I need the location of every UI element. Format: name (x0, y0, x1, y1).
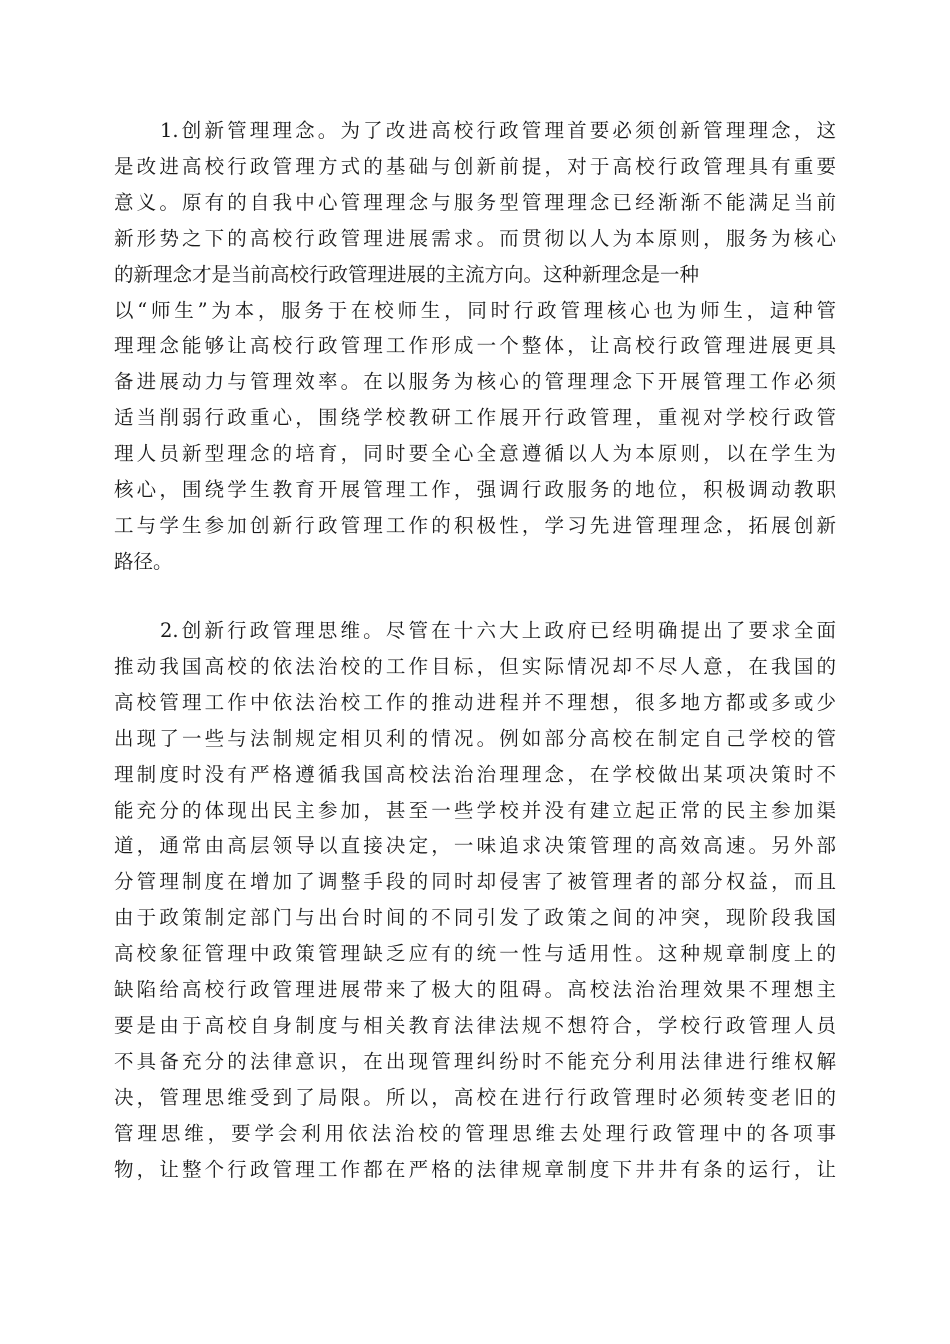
paragraph-line: 的新理念才是当前高校行政管理进展的主流方向。这种新理念是一种 (114, 262, 700, 286)
paragraph-management-concept (114, 113, 836, 580)
paragraph-line: 以“师生”为本，服务于在校师生，同时行政管理核心也为师生，這种管 (114, 298, 836, 322)
paragraph-line: 理人员新型理念的培育，同时要全心全意遵循以人为本原则，以在学生为 (114, 442, 836, 466)
paragraph-line: 2.创新行政管理思维。尽管在十六大上政府已经明确提出了要求全面 (160, 619, 836, 642)
paragraph-line: 出现了一些与法制规定相贝利的情况。例如部分高校在制定自己学校的管 (114, 726, 836, 750)
paragraph-line: 理制度时没有严格遵循我国高校法治治理理念，在学校做出某项决策时不 (114, 762, 836, 786)
paragraph-line: 备进展动力与管理效率。在以服务为核心的管理理念下开展管理工作必须 (114, 370, 836, 394)
paragraph-line: 道，通常由高层领导以直接决定，一味追求决策管理的高效高速。另外部 (114, 834, 836, 858)
paragraph-line: 高校象征管理中政策管理缺乏应有的统一性与适用性。这种规章制度上的 (114, 942, 836, 966)
paragraph-line: 管理思维，要学会利用依法治校的管理思维去处理行政管理中的各项事 (114, 1121, 836, 1145)
paragraph-line: 高校管理工作中依法治校工作的推动进程并不理想，很多地方都或多或少 (114, 690, 836, 714)
paragraph-line: 适当削弱行政重心，围绕学校教研工作展开行政管理，重视对学校行政管 (114, 406, 836, 430)
paragraph-line: 决，管理思维受到了局限。所以，高校在进行行政管理时必须转变老旧的 (114, 1085, 836, 1109)
paragraph-line: 不具备充分的法律意识，在出现管理纠纷时不能充分利用法律进行维权解 (114, 1049, 836, 1073)
paragraph-line: 要是由于高校自身制度与相关教育法律法规不想符合，学校行政管理人员 (114, 1013, 836, 1037)
paragraph-line: 新形势之下的高校行政管理进展需求。而贯彻以人为本原则，服务为核心 (114, 226, 836, 250)
paragraph-line: 意义。原有的自我中心管理理念与服务型管理理念已经渐渐不能满足当前 (114, 190, 836, 214)
paragraph-line: 理理念能够让高校行政管理工作形成一个整体，让高校行政管理进展更具 (114, 334, 836, 358)
paragraph-management-thinking (114, 613, 836, 1188)
paragraph-line: 路径。 (114, 549, 173, 573)
paragraph-line: 物，让整个行政管理工作都在严格的法律规章制度下井井有条的运行，让 (114, 1157, 836, 1181)
paragraph-line: 能充分的体现出民主参加，甚至一些学校并没有建立起正常的民主参加渠 (114, 798, 836, 822)
paragraph-line: 由于政策制定部门与出台时间的不同引发了政策之间的冲突，现阶段我国 (114, 906, 836, 930)
paragraph-line: 1.创新管理理念。为了改进高校行政管理首要必须创新管理理念，这 (160, 119, 836, 142)
paragraph-line: 分管理制度在增加了调整手段的同时却侵害了被管理者的部分权益，而且 (114, 870, 836, 894)
paragraph-line: 是改进高校行政管理方式的基础与创新前提，对于高校行政管理具有重要 (114, 154, 836, 178)
paragraph-line: 缺陷给高校行政管理进展带来了极大的阻碍。高校法治治理效果不理想主 (114, 978, 836, 1002)
paragraph-line: 推动我国高校的依法治校的工作目标，但实际情况却不尽人意，在我国的 (114, 654, 836, 678)
paragraph-line: 工与学生参加创新行政管理工作的积极性，学习先进管理理念，拓展创新 (114, 513, 836, 537)
paragraph-line: 核心，围绕学生教育开展管理工作，强调行政服务的地位，积极调动教职 (114, 478, 836, 502)
